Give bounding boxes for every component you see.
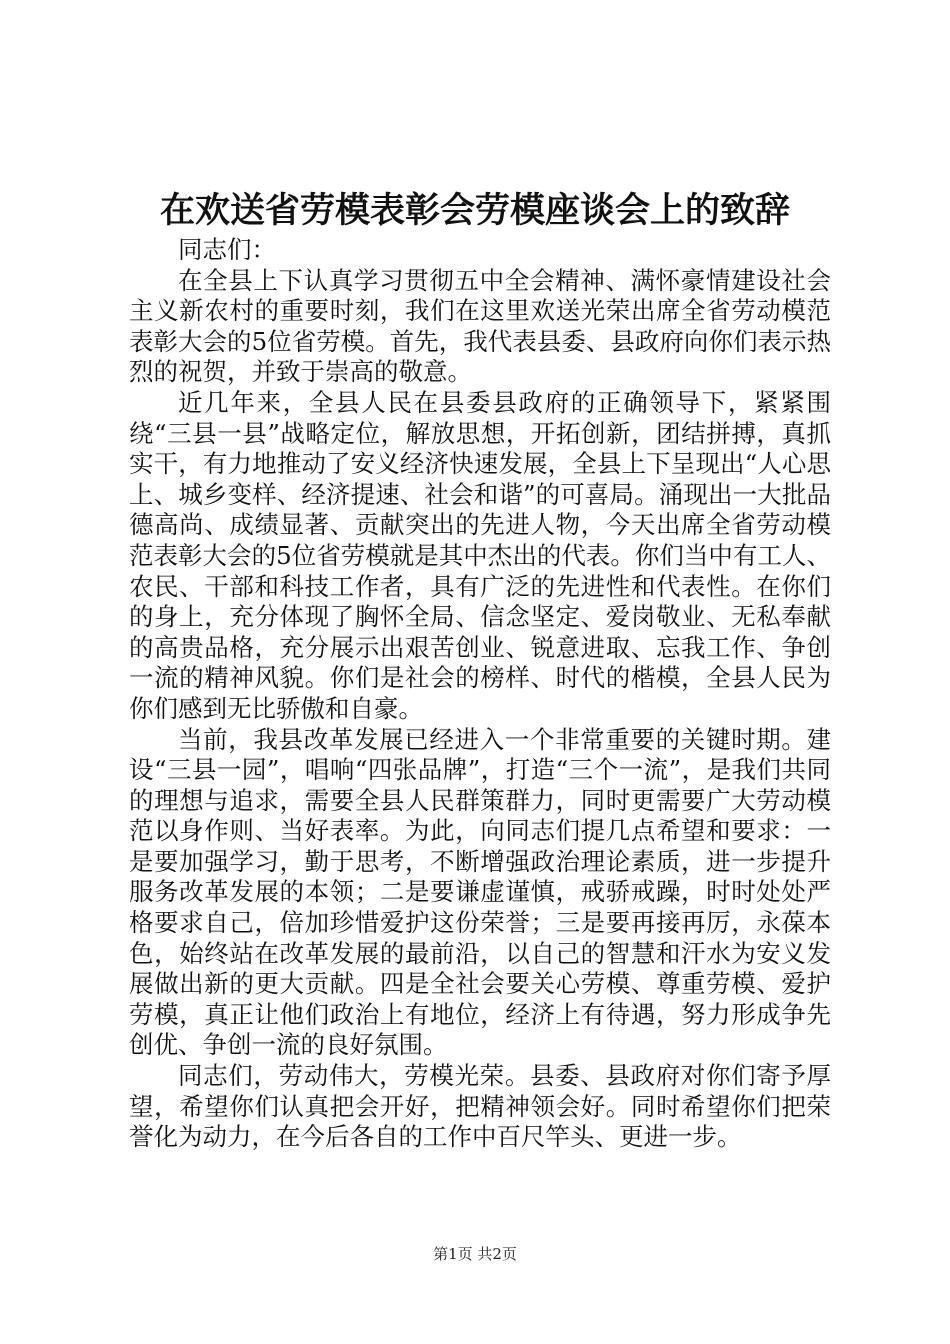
paragraph-4: 同志们，劳动伟大，劳模光荣。县委、县政府对你们寄予厚望，希望你们认真把会开好，把精神领会好。同时希望你们把荣誉化为动力，在今后各自的工作中百尺竿头、更进一步。 bbox=[129, 1061, 831, 1152]
document-body bbox=[129, 235, 831, 1153]
page-total: 共2页 bbox=[477, 1245, 517, 1263]
paragraph-3: 当前，我县改革发展已经进入一个非常重要的关键时期。建设“三县一园”，唱响“四张品牌”，打造“三个一流”，是我们共同的理想与追求，需要全县人民群策群力，同时更需要广大劳动模范以身作则、当好表率。为此，向同志们提几点希望和要求：一是要加强学习，勤于思考，不断增强政治理论素质，进一步提升服务改革发展的本领；二是要谦虚谨慎，戒骄戒躁，时时处处严格要求自己，倍加珍惜爱护这份荣誉；三是要再接再厉，永葆本色，始终站在改革发展的最前沿，以自己的智慧和汗水为安义发展做出新的更大贡献。四是全社会要关心劳模、尊重劳模、爱护劳模，真正让他们政治上有地位，经济上有待遇，努力形成争先创优、争创一流的良好氛围。 bbox=[129, 724, 831, 1060]
page-footer bbox=[0, 1244, 950, 1264]
salutation: 同志们： bbox=[178, 235, 276, 264]
paragraph-2: 近几年来，全县人民在县委县政府的正确领导下，紧紧围绕“三县一县”战略定位，解放思想，开拓创新，团结拼搏，真抓实干，有力地推动了安义经济快速发展，全县上下呈现出“人心思上、城乡变样、经济提速、社会和谐”的可喜局。涌现出一大批品德高尚、成绩显著、贡献突出的先进人物，今天出席全省劳动模范表彰大会的5位省劳模就是其中杰出的代表。你们当中有工人、农民、干部和科技工作者，具有广泛的先进性和代表性。在你们的身上，充分体现了胸怀全局、信念坚定、爱岗敬业、无私奉献的高贵品格，充分展示出艰苦创业、锐意进取、忘我工作、争创一流的精神风貌。你们是社会的榜样、时代的楷模，全县人民为你们感到无比骄傲和自豪。 bbox=[129, 387, 831, 723]
document-title: 在欢送省劳模表彰会劳模座谈会上的致辞 bbox=[159, 190, 790, 231]
paragraph-1: 在全县上下认真学习贯彻五中全会精神、满怀豪情建设社会主义新农村的重要时刻，我们在这里欢送光荣出席全省劳动模范表彰大会的5位省劳模。首先，我代表县委、县政府向你们表示热烈的祝贺，并致于崇高的敬意。 bbox=[129, 265, 831, 387]
page-number: 第1页 bbox=[433, 1245, 473, 1263]
